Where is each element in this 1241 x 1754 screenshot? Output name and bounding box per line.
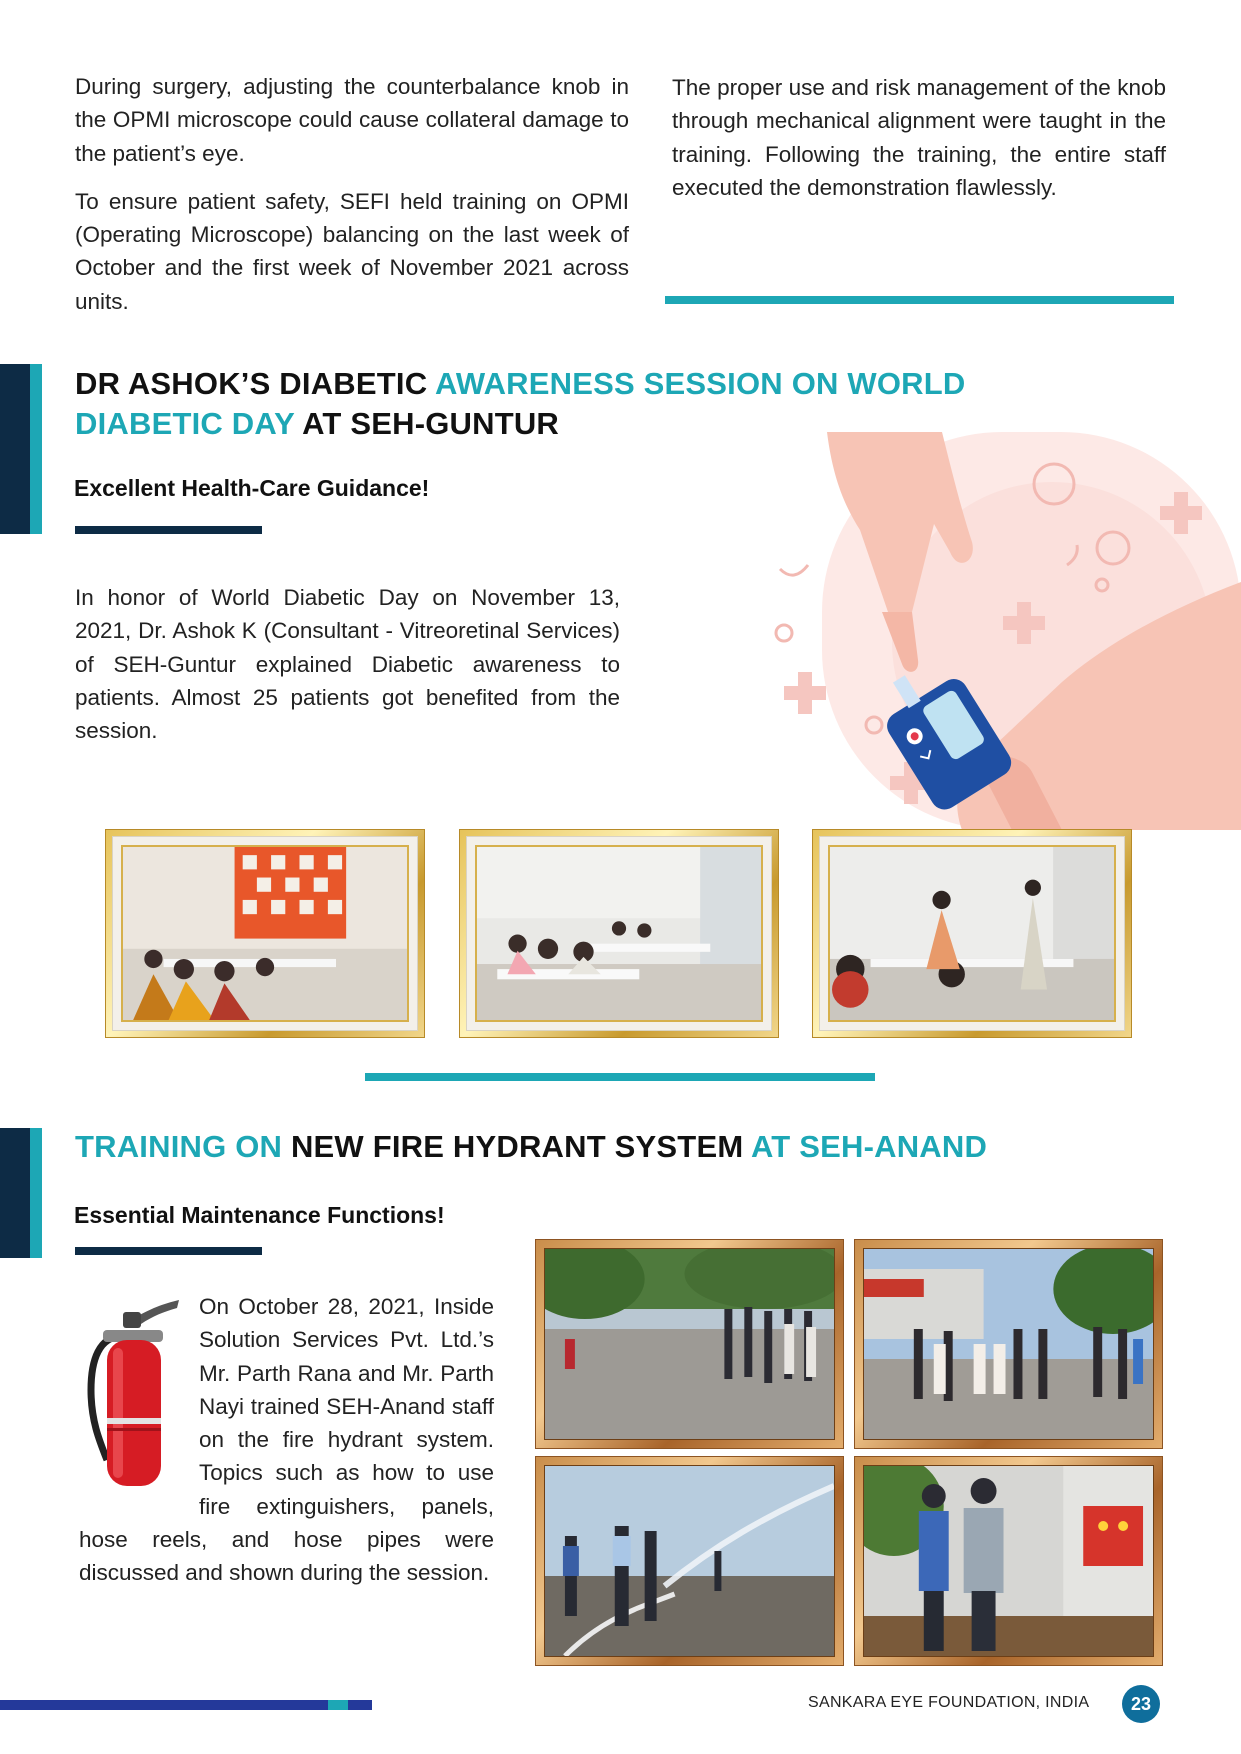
section2-title-part3: AT SEH-ANAND (743, 1129, 988, 1164)
intro-left-column (75, 70, 629, 318)
section1-title-part2: AWARENESS SESSION ON WORLD DIABETIC DAY (75, 366, 966, 441)
section1-subtitle: Excellent Health-Care Guidance! (74, 475, 430, 501)
guntur-photo-2 (460, 830, 778, 1037)
page-number-badge: 23 (1122, 1685, 1160, 1723)
section2-title-part1: TRAINING ON (75, 1129, 291, 1164)
intro-divider (665, 296, 1174, 304)
intro-paragraph-2: To ensure patient safety, SEFI held training on OPMI (Operating Microscope) balancing on the last week of October and the first week of November 2021 across units. (75, 188, 629, 314)
section1-title-part1: DR ASHOK’S DIABETIC (75, 366, 435, 401)
section1-bottom-divider (365, 1073, 875, 1081)
anand-photo-2 (855, 1240, 1162, 1448)
guntur-photo-3 (813, 830, 1131, 1037)
intro-paragraph-1: During surgery, adjusting the counterbalance knob in the OPMI microscope could cause collateral damage to the patient’s eye. (75, 74, 629, 166)
section2-subtitle-rule (75, 1247, 262, 1255)
intro-right-column (672, 71, 1166, 204)
diabetes-test-illustration (762, 432, 1241, 830)
fire-extinguisher-icon (79, 1290, 183, 1490)
anand-photo-3 (536, 1457, 843, 1665)
intro-paragraph-3: The proper use and risk management of the knob through mechanical alignment were taught in the training. Following the training, the entire staff executed the demonstration flawlessly. (672, 75, 1166, 200)
fire-section-text-block (79, 1290, 494, 1590)
section2-body: On October 28, 2021, Inside Solution Services Pvt. Ltd.’s Mr. Parth Rana and Mr. Parth Nayi trained SEH-Anand staff on the fire hydrant system. Topics such as how to use fire extinguishers, panels, hose reels, and hose pipes were discussed and shown during the session. (79, 1294, 494, 1586)
anand-photo-4 (855, 1457, 1162, 1665)
section2-title (75, 1127, 1175, 1167)
footer-org-name: SANKARA EYE FOUNDATION, INDIA (808, 1694, 1090, 1711)
section1-subtitle-rule (75, 526, 262, 534)
anand-photo-1 (536, 1240, 843, 1448)
guntur-photo-1 (106, 830, 424, 1037)
section2-sidebar-accent (0, 1128, 42, 1258)
footer-stripe (0, 1700, 372, 1710)
section2-title-part2: NEW FIRE HYDRANT SYSTEM (290, 1129, 744, 1164)
section1-sidebar-accent (0, 364, 42, 534)
section2-subtitle: Essential Maintenance Functions! (74, 1202, 445, 1228)
section1-title-part3: AT SEH-GUNTUR (294, 406, 560, 441)
footer-stripe-accent (328, 1700, 348, 1710)
section1-body: In honor of World Diabetic Day on November 13, 2021, Dr. Ashok K (Consultant - Vitreoretinal Services) of SEH-Guntur explained Diabetic awareness to patients. Almost 25 patients got benefited from the session. (75, 585, 620, 744)
